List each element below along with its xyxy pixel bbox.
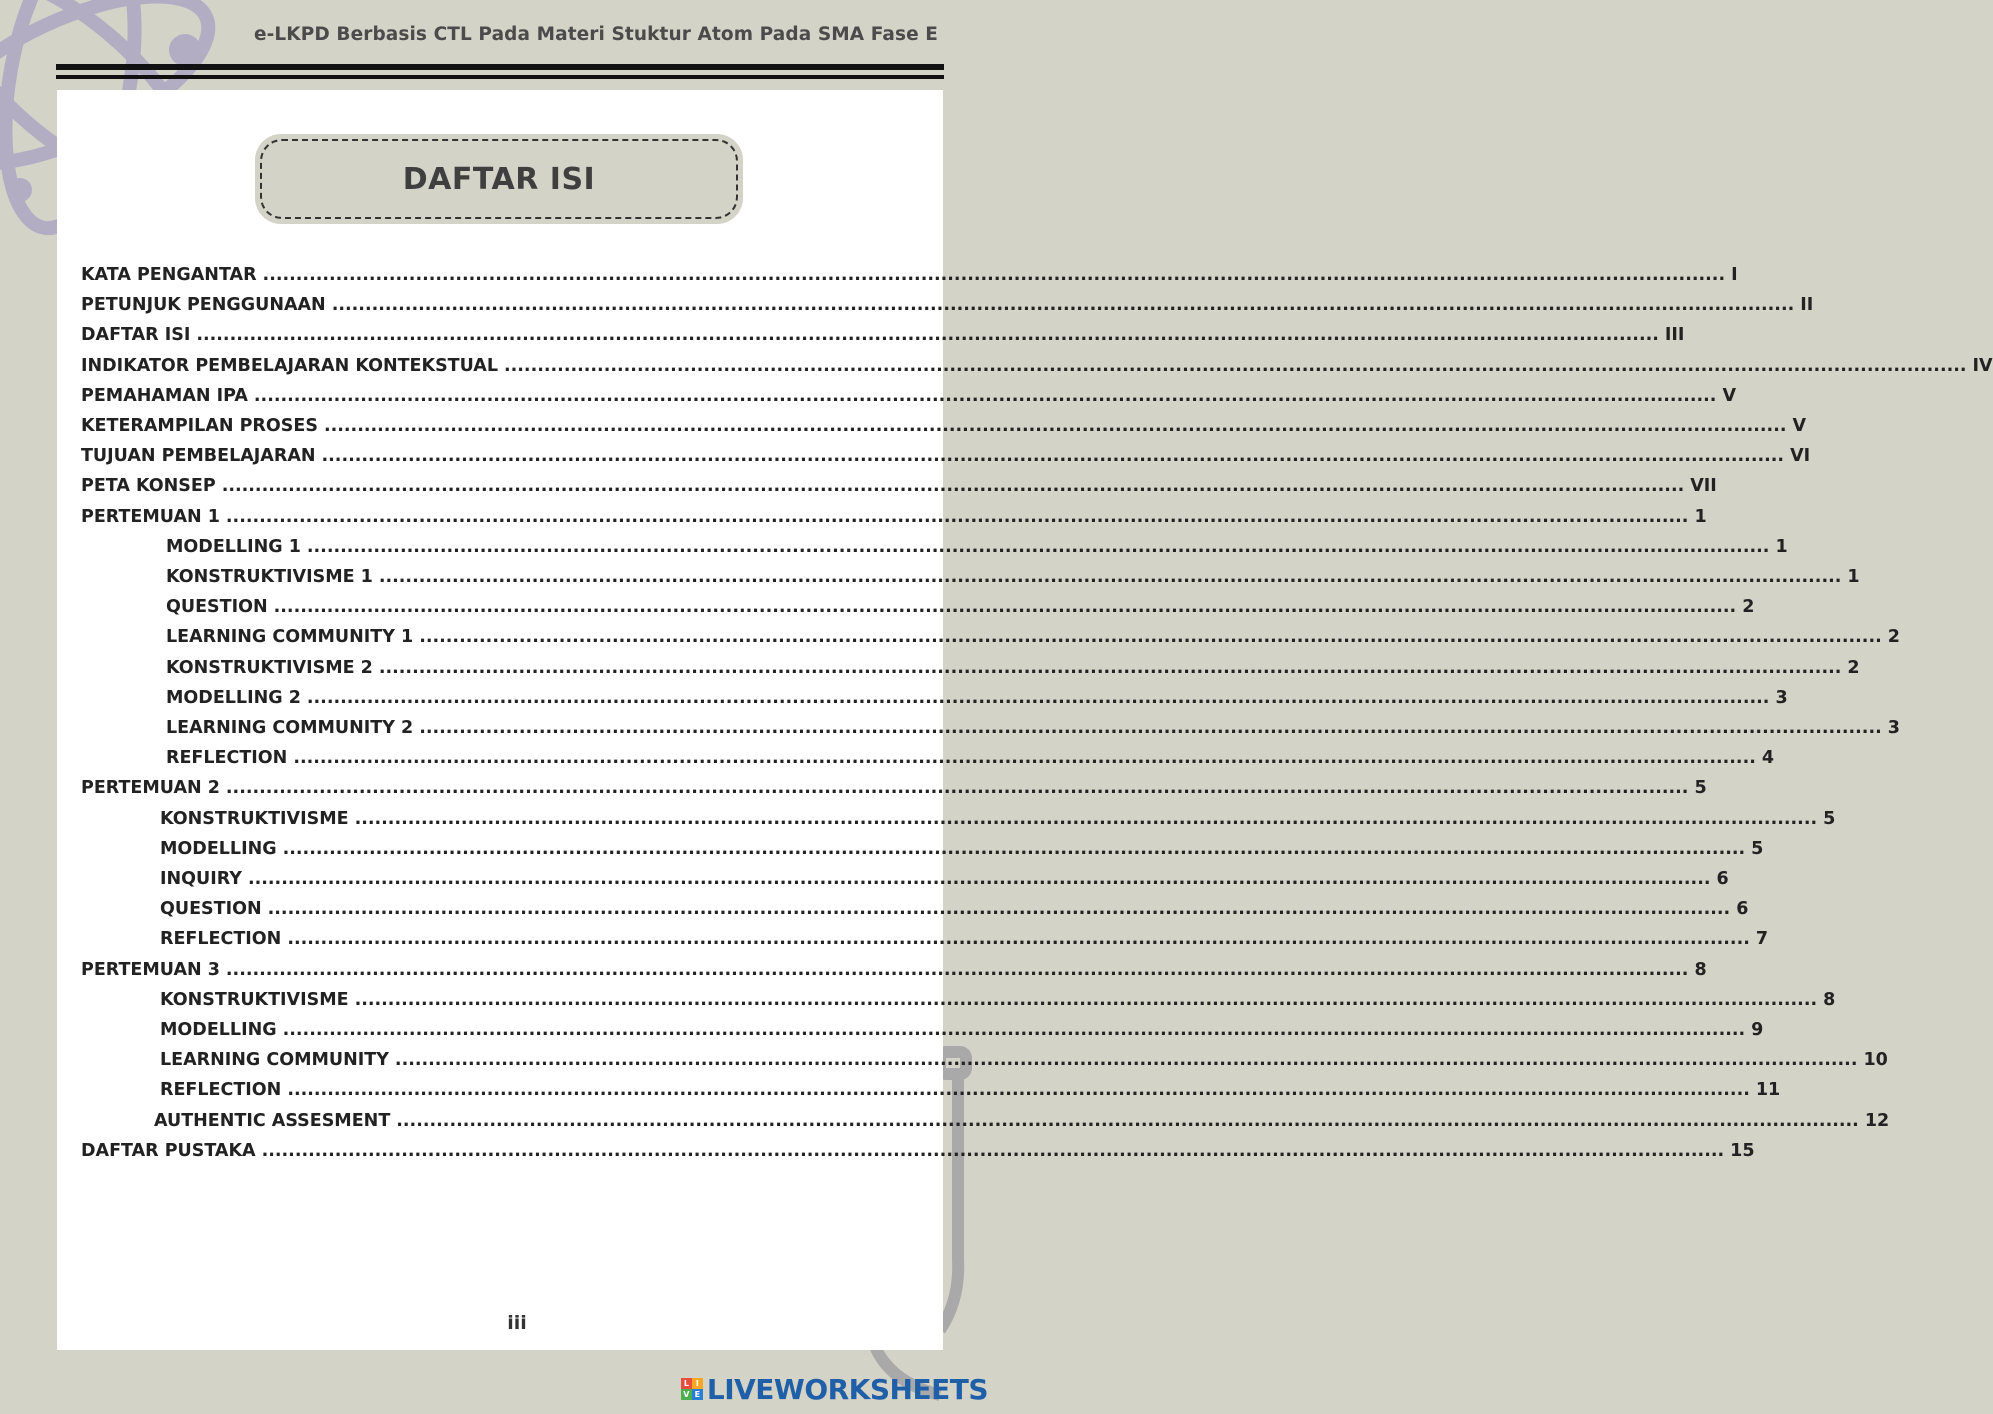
toc-entry-page: 8 [1823, 990, 1836, 1010]
toc-entry-label: INQUIRY [160, 869, 242, 889]
toc-entry-label: KONSTRUKTIVISME [160, 809, 349, 829]
toc-entry-label: KONSTRUKTIVISME 2 [166, 658, 373, 678]
toc-leader-dots: ............................................................................................................................................................................................................................ [354, 809, 1818, 829]
toc-entry[interactable] [166, 562, 1860, 592]
toc-entry-page: V [1722, 386, 1737, 406]
toc-leader-dots: ............................................................................................................................................................................................................................ [306, 537, 1770, 557]
toc-leader-dots: ............................................................................................................................................................................................................................ [287, 1080, 1750, 1100]
toc-entry-label: DAFTAR ISI [81, 325, 191, 345]
toc-entry[interactable] [166, 592, 1755, 622]
toc-entry[interactable] [166, 622, 1900, 652]
liveworksheets-logo-icon [681, 1378, 703, 1400]
toc-entry[interactable] [81, 1136, 1755, 1166]
toc-leader-dots: ............................................................................................................................................................................................................................ [221, 476, 1685, 496]
toc-entry-label: PERTEMUAN 3 [81, 960, 220, 980]
toc-entry-page: 2 [1742, 597, 1755, 617]
toc-entry[interactable] [160, 804, 1836, 834]
toc-entry[interactable] [81, 290, 1814, 320]
toc-entry[interactable] [154, 1106, 1890, 1136]
toc-leader-dots: ............................................................................................................................................................................................................................ [287, 929, 1750, 949]
toc-leader-dots: ............................................................................................................................................................................................................................ [247, 869, 1711, 889]
toc-entry-label: DAFTAR PUSTAKA [81, 1141, 256, 1161]
toc-leader-dots: ............................................................................................................................................................................................................................ [331, 295, 1795, 315]
toc-entry[interactable] [81, 773, 1707, 803]
watermark-text: LIVEWORKSHEETS [706, 1372, 988, 1406]
toc-leader-dots: ............................................................................................................................................................................................................................ [419, 627, 1882, 647]
toc-entry[interactable] [81, 471, 1717, 501]
toc-leader-dots: ............................................................................................................................................................................................................................ [225, 507, 1689, 527]
toc-entry-label: KETERAMPILAN PROSES [81, 416, 318, 436]
toc-leader-dots: ............................................................................................................................................................................................................................ [261, 1141, 1725, 1161]
toc-entry-label: TUJUAN PEMBELAJARAN [81, 446, 316, 466]
toc-entry-label: QUESTION [160, 899, 262, 919]
toc-entry-label: REFLECTION [166, 748, 288, 768]
toc-entry[interactable] [81, 502, 1707, 532]
toc-entry-page: 12 [1864, 1111, 1890, 1131]
toc-entry-page: 3 [1775, 688, 1788, 708]
toc-entry-page: 2 [1887, 627, 1900, 647]
toc-entry-page: 6 [1716, 869, 1729, 889]
logo-letter: L [681, 1378, 692, 1389]
toc-entry[interactable] [166, 653, 1860, 683]
toc-entry-label: MODELLING 2 [166, 688, 301, 708]
toc-entry-page: IV [1972, 356, 1993, 376]
toc-entry[interactable] [166, 532, 1788, 562]
header-rule [56, 64, 944, 70]
toc-leader-dots: ............................................................................................................................................................................................................................ [282, 1020, 1746, 1040]
toc-entry-page: 7 [1755, 929, 1769, 949]
toc-entry[interactable] [81, 381, 1737, 411]
toc-leader-dots: ............................................................................................................................................................................................................................ [253, 386, 1717, 406]
toc-entry-page: V [1792, 416, 1807, 436]
toc-entry-label: MODELLING [160, 1020, 277, 1040]
toc-entry[interactable] [160, 924, 1769, 954]
toc-entry-page: 4 [1761, 748, 1775, 768]
toc-entry[interactable] [160, 864, 1729, 894]
toc-entry-page: 10 [1863, 1050, 1888, 1070]
logo-letter: I [692, 1378, 703, 1389]
logo-letter: E [692, 1389, 703, 1400]
toc-entry-page: 1 [1775, 537, 1788, 557]
toc-entry[interactable] [81, 320, 1685, 350]
document-header-title: e-LKPD Berbasis CTL Pada Materi Stuktur Atom Pada SMA Fase E [253, 24, 938, 45]
toc-leader-dots: ............................................................................................................................................................................................................................ [306, 688, 1770, 708]
toc-entry-page: 5 [1823, 809, 1836, 829]
toc-leader-dots: ............................................................................................................................................................................................................................ [396, 1111, 1859, 1131]
toc-entry-label: INDIKATOR PEMBELAJARAN KONTEKSTUAL [81, 356, 498, 376]
toc-leader-dots: ............................................................................................................................................................................................................................ [273, 597, 1737, 617]
toc-entry-label: AUTHENTIC ASSESMENT [154, 1111, 391, 1131]
toc-entry-label: REFLECTION [160, 929, 282, 949]
title-box [255, 134, 743, 224]
toc-leader-dots: ............................................................................................................................................................................................................................ [282, 839, 1746, 859]
toc-entry-page: 15 [1730, 1141, 1755, 1161]
toc-entry-page: VI [1790, 446, 1811, 466]
toc-entry[interactable] [81, 411, 1807, 441]
toc-entry-page: 8 [1694, 960, 1707, 980]
toc-entry-page: III [1664, 325, 1685, 345]
toc-leader-dots: ............................................................................................................................................................................................................................ [378, 567, 1842, 587]
toc-entry-page: 2 [1847, 658, 1860, 678]
toc-entry-page: 5 [1694, 778, 1707, 798]
toc-entry[interactable] [160, 985, 1836, 1015]
toc-leader-dots: ............................................................................................................................................................................................................................ [293, 748, 1756, 768]
toc-entry[interactable] [166, 683, 1788, 713]
toc-entry-label: LEARNING COMMUNITY 1 [166, 627, 414, 647]
toc-leader-dots: ............................................................................................................................................................................................................................ [321, 446, 1785, 466]
toc-entry-page: 6 [1736, 899, 1749, 919]
toc-entry-label: PERTEMUAN 1 [81, 507, 220, 527]
toc-leader-dots: ............................................................................................................................................................................................................................ [225, 778, 1689, 798]
toc-entry-label: PEMAHAMAN IPA [81, 386, 248, 406]
toc-leader-dots: ............................................................................................................................................................................................................................ [196, 325, 1659, 345]
toc-entry-page: 5 [1751, 839, 1764, 859]
toc-entry-page: 1 [1847, 567, 1860, 587]
toc-entry[interactable] [160, 834, 1764, 864]
toc-leader-dots: ............................................................................................................................................................................................................................ [503, 356, 1967, 376]
toc-leader-dots: ............................................................................................................................................................................................................................ [354, 990, 1818, 1010]
toc-entry[interactable] [160, 894, 1749, 924]
toc-leader-dots: ............................................................................................................................................................................................................................ [378, 658, 1842, 678]
toc-entry[interactable] [81, 955, 1707, 985]
header-rule [56, 75, 944, 79]
toc-entry-label: REFLECTION [160, 1080, 282, 1100]
toc-entry-label: KONSTRUKTIVISME 1 [166, 567, 373, 587]
toc-entry-page: I [1731, 265, 1738, 285]
toc-entry-page: 9 [1751, 1020, 1764, 1040]
page-sheet [57, 90, 1993, 1350]
toc-entry-label: PERTEMUAN 2 [81, 778, 220, 798]
toc-entry-label: PETA KONSEP [81, 476, 216, 496]
toc-entry[interactable] [81, 351, 1993, 381]
toc-entry-label: MODELLING 1 [166, 537, 301, 557]
toc-entry[interactable] [160, 1015, 1764, 1045]
toc-entry-label: QUESTION [166, 597, 268, 617]
toc-entry-page: VII [1690, 476, 1717, 496]
toc-entry[interactable] [166, 713, 1900, 743]
toc-leader-dots: ............................................................................................................................................................................................................................ [262, 265, 1726, 285]
page-number: iii [507, 1312, 527, 1334]
toc-leader-dots: ............................................................................................................................................................................................................................ [394, 1050, 1858, 1070]
page-title: DAFTAR ISI [402, 161, 596, 197]
toc-leader-dots: ............................................................................................................................................................................................................................ [225, 960, 1689, 980]
toc-leader-dots: ............................................................................................................................................................................................................................ [323, 416, 1787, 436]
toc-entry[interactable] [166, 743, 1775, 773]
toc-entry-label: KONSTRUKTIVISME [160, 990, 349, 1010]
toc-entry-label: KATA PENGANTAR [81, 265, 257, 285]
toc-entry[interactable] [160, 1075, 1781, 1105]
toc-entry-page: 1 [1694, 507, 1707, 527]
logo-letter: V [681, 1389, 692, 1400]
toc-entry-label: LEARNING COMMUNITY 2 [166, 718, 414, 738]
toc-entry-page: 11 [1755, 1080, 1781, 1100]
toc-entry-page: II [1800, 295, 1814, 315]
toc-entry[interactable] [81, 441, 1811, 471]
toc-entry-label: LEARNING COMMUNITY [160, 1050, 389, 1070]
toc-leader-dots: ............................................................................................................................................................................................................................ [267, 899, 1731, 919]
toc-entry[interactable] [160, 1045, 1888, 1075]
toc-leader-dots: ............................................................................................................................................................................................................................ [419, 718, 1882, 738]
toc-entry-label: PETUNJUK PENGGUNAAN [81, 295, 326, 315]
toc-entry[interactable] [81, 260, 1738, 290]
toc-entry-page: 3 [1887, 718, 1900, 738]
title-box-dashed-border [260, 139, 738, 219]
liveworksheets-watermark[interactable] [681, 1372, 988, 1406]
toc-entry-label: MODELLING [160, 839, 277, 859]
